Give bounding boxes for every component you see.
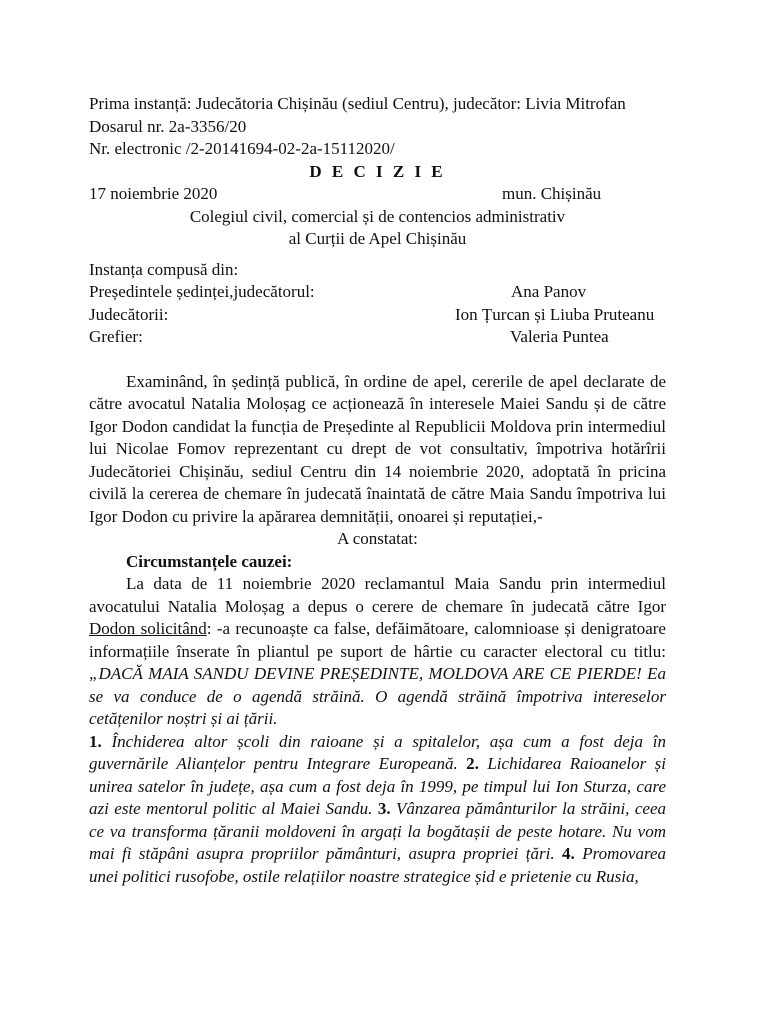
electronic-number: Nr. electronic /2-20141694-02-2a-15112020/ [89, 139, 395, 158]
composition-label: Grefier: [89, 327, 143, 346]
composition-row [89, 326, 666, 349]
item-text: Vânzarea pământurilor la străini, ceea ce va transforma țăranii moldoveni în argați la bogătașii de peste hotare. Nu vom mai fi stăpâni asupra propriilor pământuri, asupra propriei țări. [89, 799, 667, 863]
item-number: 3. [377, 799, 391, 818]
body-text-start: La data de 11 noiembrie 2020 reclamantul Maia Sandu prin intermediul avocatului Natalia Moloșag a depus o cerere de chemare în judecată către Igor [89, 574, 666, 616]
composition-value: Ana Panov [511, 282, 587, 301]
document-title: D E C I Z I E [309, 161, 446, 181]
body-paragraph [89, 573, 666, 731]
first-instance-line: Prima instanță: Judecătoria Chișinău (sediul Centru), judecător: Livia Mitrofan [89, 94, 626, 113]
document-body [89, 93, 666, 888]
composition-label: Președintele ședinței,judecătorul: [89, 282, 315, 301]
college-line-1: Colegiul civil, comercial și de contencios administrativ [189, 206, 566, 226]
decision-date: 17 noiembrie 2020 [89, 184, 218, 203]
item-text: Închiderea altor școli din raioane și a spitalelor, așa cum a fost deja în guvernările Alianțelor pentru Integrare Europeană. [89, 731, 666, 773]
case-number: Dosarul nr. 2a-3356/20 [89, 116, 247, 136]
composition-row [89, 304, 666, 327]
item-number: 1. [89, 731, 102, 751]
item-text: Lichidarea Raioanelor și unirea satelor în județe, așa cum a fost deja în 1999, pe timpul lui Ion Sturza, care azi este mentorul politic al Maiei Sandu. [89, 754, 666, 818]
item-number: 2. [466, 754, 479, 773]
decision-place: mun. Chișinău [502, 184, 602, 203]
composition-heading: Instanța compusă din: [89, 259, 239, 279]
composition-row [89, 281, 666, 304]
section-heading: Circumstanțele cauzei: [126, 551, 293, 571]
composition-value: Valeria Puntea [510, 327, 609, 346]
college-line-2: al Curții de Apel Chișinău [288, 229, 467, 248]
intro-paragraph: Examinând, în ședință publică, în ordine de apel, cererile de apel declarate de către avocatul Natalia Moloșag ce acționează în interesele Maiei Sandu și de către Igor Dodon candidat la funcția de Președinte al Republicii Moldova prin intermediul lui Nicolae Fomov reprezentant cu drept de vot consultativ, împotriva hotărîrii Judecătoriei Chișinău, sediul Centru din 14 noiembrie 2020, adoptată în pricina civilă la cererea de chemare în judecată înaintată de către Maia Sandu împotriva lui Igor Dodon cu privire la apărarea demnității, onoarei și reputației,- [89, 371, 666, 526]
composition-label: Judecătorii: [89, 304, 169, 324]
composition-value: Ion Țurcan și Liuba Pruteanu [455, 304, 655, 324]
spacer [89, 349, 666, 371]
court-composition [89, 259, 666, 349]
quoted-items [89, 731, 666, 889]
date-place-row [89, 183, 666, 206]
item-text: Promovarea unei politici rusofobe, ostile relațiilor noastre strategice șid e prietenie cu Rusia, [89, 844, 666, 886]
item-number: 4. [562, 844, 575, 863]
body-text-underlined: Dodon solicitând [89, 619, 207, 638]
quote-intro: „DACĂ MAIA SANDU DEVINE PREȘEDINTE, MOLDOVA ARE CE PIERDE! Ea se va conduce de o agendă străină. O agendă străină împotriva intereselor cetățenilor noștri și ai țării. [89, 664, 666, 728]
constatat-heading: A constatat: [337, 529, 418, 548]
body-text-end: : -a recunoaște ca false, defăimătoare, calomnioase și denigratoare informațiile înserate în pliantul pe suport de hârtie cu caracter electoral cu titlu: [89, 619, 666, 661]
